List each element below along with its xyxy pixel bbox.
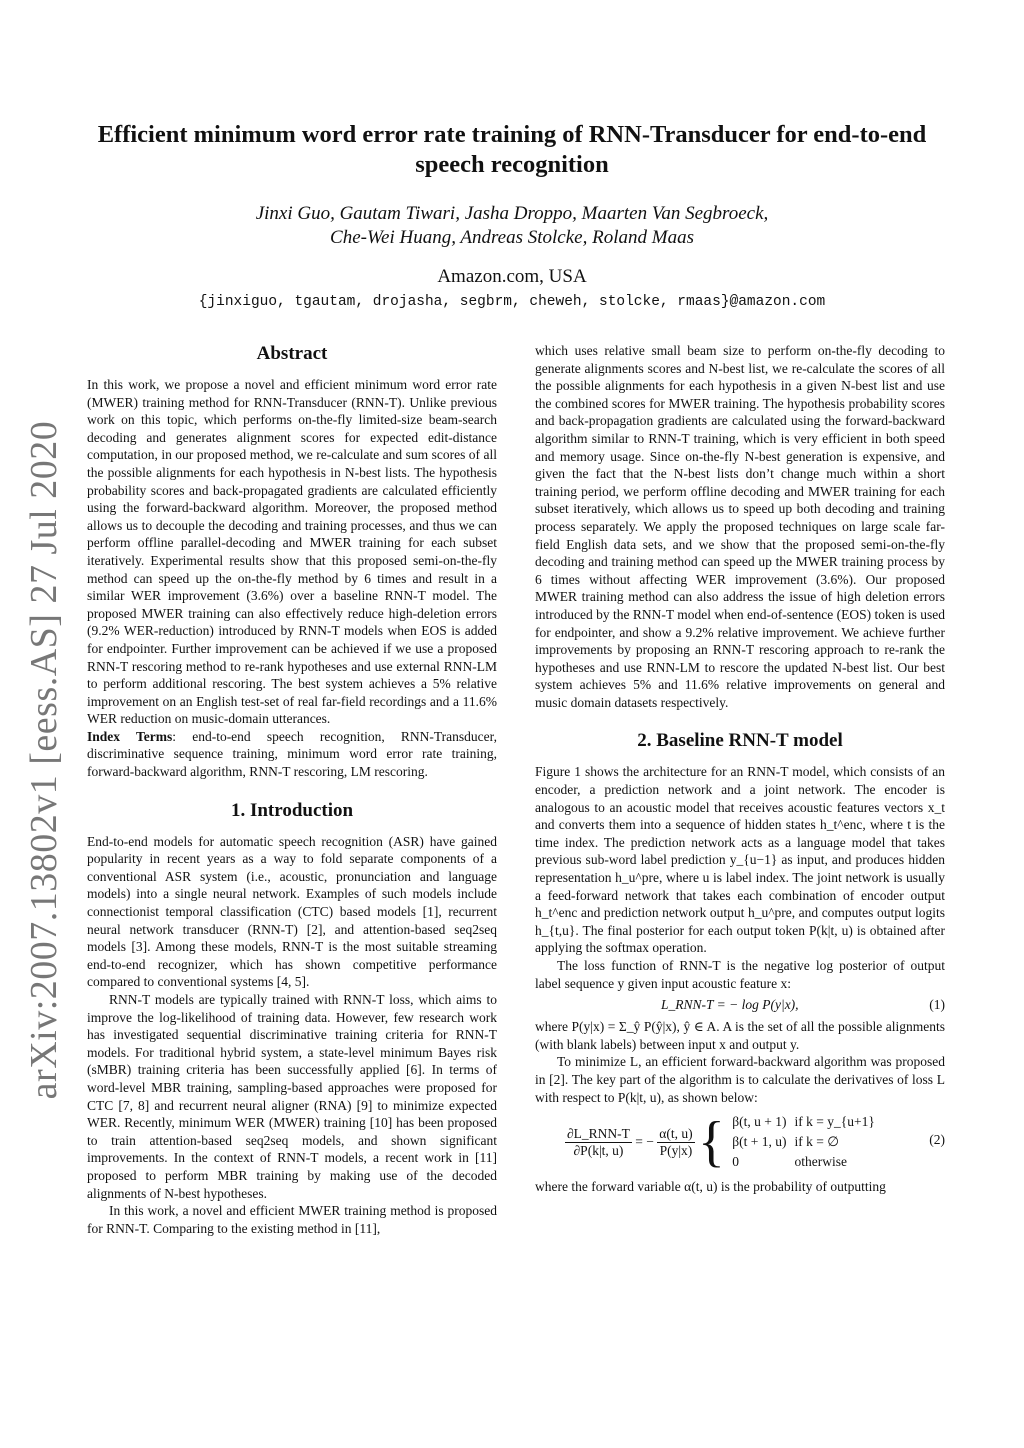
intro-paragraph-3: In this work, a novel and efficient MWER training method is proposed for RNN-T. Comparing to the existing method in [11], [87,1203,497,1236]
authors-line-1: Jinxi Guo, Gautam Tiwari, Jasha Droppo, Maarten Van Segbroeck, [255,203,769,224]
case-condition: if k = y_{u+1} [794,1114,875,1130]
baseline-paragraph-5: where the forward variable α(t, u) is the probability of outputting [535,1179,886,1195]
author-emails: {jinxiguo, tgautam, drojasha, segbrm, cheweh, stolcke, rmaas}@amazon.com [198,294,826,310]
baseline-paragraph-4: To minimize L, an efficient forward-backward algorithm was proposed in [2]. The key part of the algorithm is to calculate the derivatives of loss L with respect to P(k|t, u), as shown below: [535,1054,945,1105]
equation-2-case [728,1112,879,1132]
arxiv-identifier: arXiv:2007.13802v1 [eess.AS] 27 Jul 2020 [23,420,65,1100]
equation-2-brace: { [697,1111,725,1174]
equation-2-case [728,1152,879,1172]
index-terms-text: : end-to-end speech recognition, RNN-Transducer, discriminative sequence training, minimum word error rate training, forward-backward algorithm, RNN-T rescoring, LM rescoring. [87,728,497,780]
equation-2-factor-denominator: P(y|x) [659,1142,693,1158]
intro-paragraph-1: End-to-end models for automatic speech recognition (ASR) have gained popularity in recent years as a way to fold separate components of a conventional ASR system (i.e., acoustic, pronunciation and language models) into a single neural network. Examples of such models include connectionist temporal classification (CTC) based models [1], recurrent neural network transducer (RNN-T) [2], and attention-based seq2seq models [3]. Among these models, RNN-T is the most suitable streaming end-to-end recognizer, which has shown competitive performance compared to conventional systems [4, 5]. [87,833,497,990]
abstract-heading: Abstract [256,343,328,364]
equation-1-number: (1) [929,997,945,1013]
right-column [535,342,945,1196]
equation-2-cases [728,1112,879,1172]
equation-2-lhs-numerator: ∂L_RNN-T [567,1125,630,1141]
equation-2-factor [657,1126,694,1159]
equation-2-factor-numerator: α(t, u) [659,1125,693,1141]
baseline-paragraph-2: The loss function of RNN-T is the negative log posterior of output label sequence y given input acoustic feature x: [535,958,945,991]
case-value: β(t, u + 1) [732,1114,787,1130]
case-value: β(t + 1, u) [732,1134,787,1150]
left-column [87,342,497,1237]
paper-title: Efficient minimum word error rate training of RNN-Transducer for end-to-end speech recognition [97,121,927,178]
index-terms [87,728,497,781]
index-terms-label: Index Terms [87,728,173,744]
authors-line-2: Che-Wei Huang, Andreas Stolcke, Roland Maas [330,227,694,248]
intro-paragraph-2: RNN-T models are typically trained with RNN-T loss, which aims to improve the log-likelihood of training data. However, few research work has investigated sequential discriminative training criteria for RNN-T models. For traditional hybrid system, a state-level minimum Bayes risk (sMBR) training criteria has been successfully applied [6]. In terms of word-level MBR training, sampling-based approaches were proposed for CTC [7, 8] and recurrent neural aligner (RNA) [9] to minimize expected WER. Recently, minimum WER (MWER) training [10] has been proposed to train attention-based seq2seq models, and shown significant improvements. In the context of RNN-T models, a recent work in [11] proposed to perform MBR training by making use of the decoded alignments of N-best hypotheses. [87,992,497,1201]
intro-continued-paragraph: which uses relative small beam size to perform on-the-fly decoding to generate alignments scores and N-best list, we re-calculate the scores of all the possible alignments for each hypothesis in a given N-best list and use the combined scores for MWER training. The hypothesis probability scores and back-propagation gradients are calculated using the forward-backward algorithm similar to RNN-T training, which is very efficient in both speed and memory usage. Since on-the-fly N-best generation is expensive, and given the fact that the N-best lists don’t change much within a short training period, we perform offline decoding and MWER training for each subset iteratively, which allows us to speed up both decoding and training process separately. We apply the proposed techniques on large scale far-field English data sets, and we show that the proposed semi-on-the-fly decoding and training method can speed up the MWER training process by 6 times without affecting WER improvement (3.6%). Our proposed MWER training method can also address the issue of high deletion errors introduced by the RNN-T model when end-of-sentence (EOS) token is used for endpointer, and show a 9.2% relative improvement. We achieve further improvements by proposing an RNN-T rescoring approach to re-rank the hypotheses and use RNN-LM to rescore the updated N-best list. Our best system achieves 5% and 11.6% relative improvements on general and music domain datasets respectively. [535,343,945,710]
equation-2-case [728,1132,879,1152]
equation-1 [535,992,945,1018]
baseline-heading: 2. Baseline RNN-T model [637,730,843,752]
affiliation: Amazon.com, USA [437,266,587,287]
case-condition: if k = ∅ [794,1134,839,1150]
case-condition: otherwise [794,1154,847,1170]
equation-1-body: L_RNN-T = − log P(y|x), [661,997,799,1013]
equation-2-lhs-denominator: ∂P(k|t, u) [573,1142,624,1158]
equation-2: $\frac{\text{∂L\_RNN-T}}{\partial P(k|t, u)}$ = − $\frac{\alpha(t, u)}{P(y|x)}$ { β(t, u + 1) if k = y_{u+1} β(t + 1, u) if k = ∅ 0 otherwise (2) [567,1111,945,1174]
equation-2-number: (2) [929,1132,945,1148]
author-list [100,202,924,250]
abstract-text: In this work, we propose a novel and efficient minimum word error rate (MWER) training method for RNN-Transducer (RNN-T). Unlike previous work on this topic, which performs on-the-fly limited-size beam-search decoding and generates alignment scores for expected edit-distance computation, in our proposed method, we re-calculate and sum scores of all the possible alignments for each hypothesis in N-best lists. The hypothesis probability scores and back-propagated gradients are calculated efficiently using the forward-backward algorithm. Moreover, the proposed method allows us to decouple the decoding and training processes, and thus we can perform offline parallel-decoding and MWER training for each subset iteratively. Experimental results show that this proposed semi-on-the-fly method can speed up the on-the-fly method by 6 times and result in a similar WER improvement (3.6%) over a baseline RNN-T model. The proposed MWER training can also effectively reduce high-deletion errors (9.2% WER-reduction) introduced by RNN-T models when EOS is added for endpointer. Further improvement can be achieved if we use a proposed RNN-T rescoring method to re-rank hypotheses and use external RNN-LM to perform additional rescoring. The best system achieves a 5% relative improvement on an English test-set of real far-field recordings and a 11.6% WER reduction on music-domain utterances. [87,377,497,727]
equation-2-lhs [565,1126,632,1159]
intro-heading: 1. Introduction [230,799,354,821]
baseline-paragraph-3: where P(y|x) = Σ_ŷ P(ŷ|x), ŷ ∈ A. A is the set of all the possible alignments (with blank labels) between input x and output y. [535,1019,945,1052]
arxiv-sidebar [4,420,84,1100]
case-value: 0 [732,1154,739,1170]
baseline-paragraph-1: Figure 1 shows the architecture for an RNN-T model, which consists of an encoder, a prediction network and a joint network. The encoder is analogous to an acoustic model that receives acoustic features vectors x_t and converts them into a sequence of hidden states h_t^enc, where t is the time index. The prediction network acts as a language model that takes previous sub-word label prediction y_{u−1} as input, and produces hidden representation h_u^pre, where u is label index. The joint network is usually a feed-forward network that takes each combination of encoder output h_t^enc and prediction network output h_u^pre, and computes output logits h_{t,u}. The final posterior for each output token P(k|t, u) is obtained after applying the softmax operation. [535,764,945,956]
